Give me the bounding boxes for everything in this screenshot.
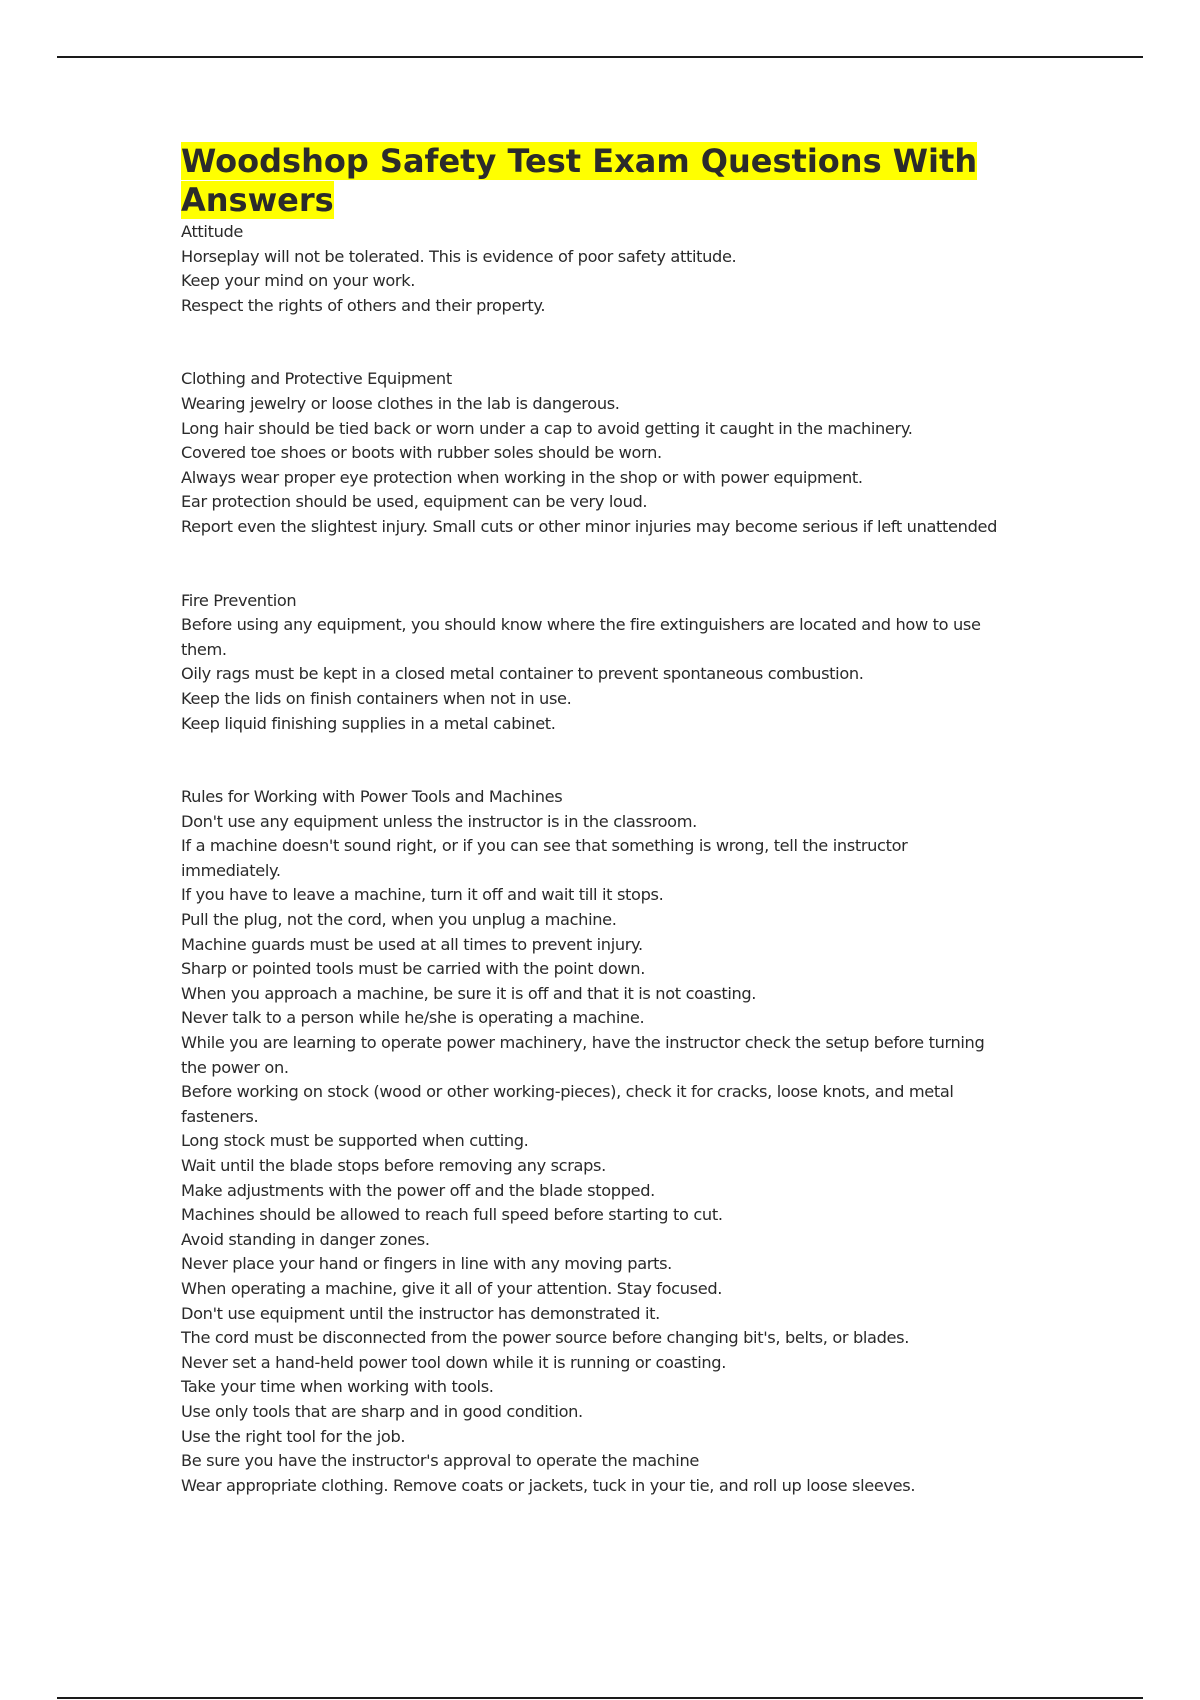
rule-line: Machine guards must be used at all times to prevent injury. xyxy=(181,934,643,954)
rule-line: Wear appropriate clothing. Remove coats or jackets, tuck in your tie, and roll up loose sleeves. xyxy=(181,1475,916,1495)
rule-line: Never set a hand-held power tool down while it is running or coasting. xyxy=(181,1352,727,1372)
rule-line: Before using any equipment, you should know where the fire extinguishers are located and how to use them. xyxy=(181,615,981,659)
rule-line: Respect the rights of others and their property. xyxy=(181,295,546,315)
rule-line: When operating a machine, give it all of your attention. Stay focused. xyxy=(181,1278,723,1298)
rule-line: The cord must be disconnected from the power source before changing bit's, belts, or blades. xyxy=(181,1328,910,1348)
rule-line: Wearing jewelry or loose clothes in the lab is dangerous. xyxy=(181,393,620,413)
title-highlight: Woodshop Safety Test Exam Questions With Answers xyxy=(181,142,978,219)
rule-line: Always wear proper eye protection when working in the shop or with power equipment. xyxy=(181,467,863,487)
document-body xyxy=(181,142,1011,1498)
section-fire-prevention xyxy=(181,589,1011,737)
rule-line: Use only tools that are sharp and in good condition. xyxy=(181,1401,583,1421)
rule-line: Report even the slightest injury. Small cuts or other minor injuries may become serious if left unattended xyxy=(181,516,998,536)
sections xyxy=(181,220,1011,1498)
rule-line: Take your time when working with tools. xyxy=(181,1377,494,1397)
rule-line: If you have to leave a machine, turn it off and wait till it stops. xyxy=(181,885,664,905)
rule-line: Keep liquid finishing supplies in a metal cabinet. xyxy=(181,713,556,733)
rule-line: Pull the plug, not the cord, when you unplug a machine. xyxy=(181,910,617,930)
rule-line: If a machine doesn't sound right, or if you can see that something is wrong, tell the instructor immediately. xyxy=(181,836,908,880)
rule-line: Use the right tool for the job. xyxy=(181,1426,406,1446)
rule-line: Before working on stock (wood or other working-pieces), check it for cracks, loose knots, and metal fasteners. xyxy=(181,1082,954,1126)
rule-line: Covered toe shoes or boots with rubber soles should be worn. xyxy=(181,443,662,463)
rule-line: Horseplay will not be tolerated. This is evidence of poor safety attitude. xyxy=(181,246,737,266)
rule-line: Keep the lids on finish containers when not in use. xyxy=(181,688,572,708)
rule-line: Long hair should be tied back or worn under a cap to avoid getting it caught in the machinery. xyxy=(181,418,913,438)
rule-line: Avoid standing in danger zones. xyxy=(181,1229,430,1249)
rule-line: Never talk to a person while he/she is operating a machine. xyxy=(181,1008,645,1028)
bottom-rule xyxy=(57,1697,1143,1699)
rule-line: When you approach a machine, be sure it is off and that it is not coasting. xyxy=(181,983,757,1003)
rule-line: Ear protection should be used, equipment can be very loud. xyxy=(181,492,648,512)
section-heading: Rules for Working with Power Tools and Machines xyxy=(181,787,563,807)
rule-line: While you are learning to operate power machinery, have the instructor check the setup before turning the power on. xyxy=(181,1033,985,1077)
rule-line: Sharp or pointed tools must be carried with the point down. xyxy=(181,959,645,979)
rule-line: Make adjustments with the power off and the blade stopped. xyxy=(181,1180,655,1200)
section-attitude xyxy=(181,220,1011,318)
rule-line: Wait until the blade stops before removing any scraps. xyxy=(181,1156,606,1175)
document-title xyxy=(181,142,1011,220)
section-clothing xyxy=(181,367,1011,539)
rule-line: Long stock must be supported when cutting. xyxy=(181,1131,529,1151)
rule-line: Never place your hand or fingers in line with any moving parts. xyxy=(181,1254,672,1274)
rule-line: Don't use any equipment unless the instructor is in the classroom. xyxy=(181,811,697,831)
rule-line: Oily rags must be kept in a closed metal container to prevent spontaneous combustion. xyxy=(181,664,864,684)
section-power-tools xyxy=(181,785,1011,1498)
rule-line: Keep your mind on your work. xyxy=(181,271,416,291)
rule-line: Be sure you have the instructor's approval to operate the machine xyxy=(181,1451,699,1471)
section-heading: Attitude xyxy=(181,222,244,241)
section-heading: Fire Prevention xyxy=(181,590,297,610)
top-rule xyxy=(57,56,1143,58)
rule-line: Machines should be allowed to reach full speed before starting to cut. xyxy=(181,1205,723,1225)
rule-line: Don't use equipment until the instructor has demonstrated it. xyxy=(181,1303,660,1323)
section-heading: Clothing and Protective Equipment xyxy=(181,369,452,389)
